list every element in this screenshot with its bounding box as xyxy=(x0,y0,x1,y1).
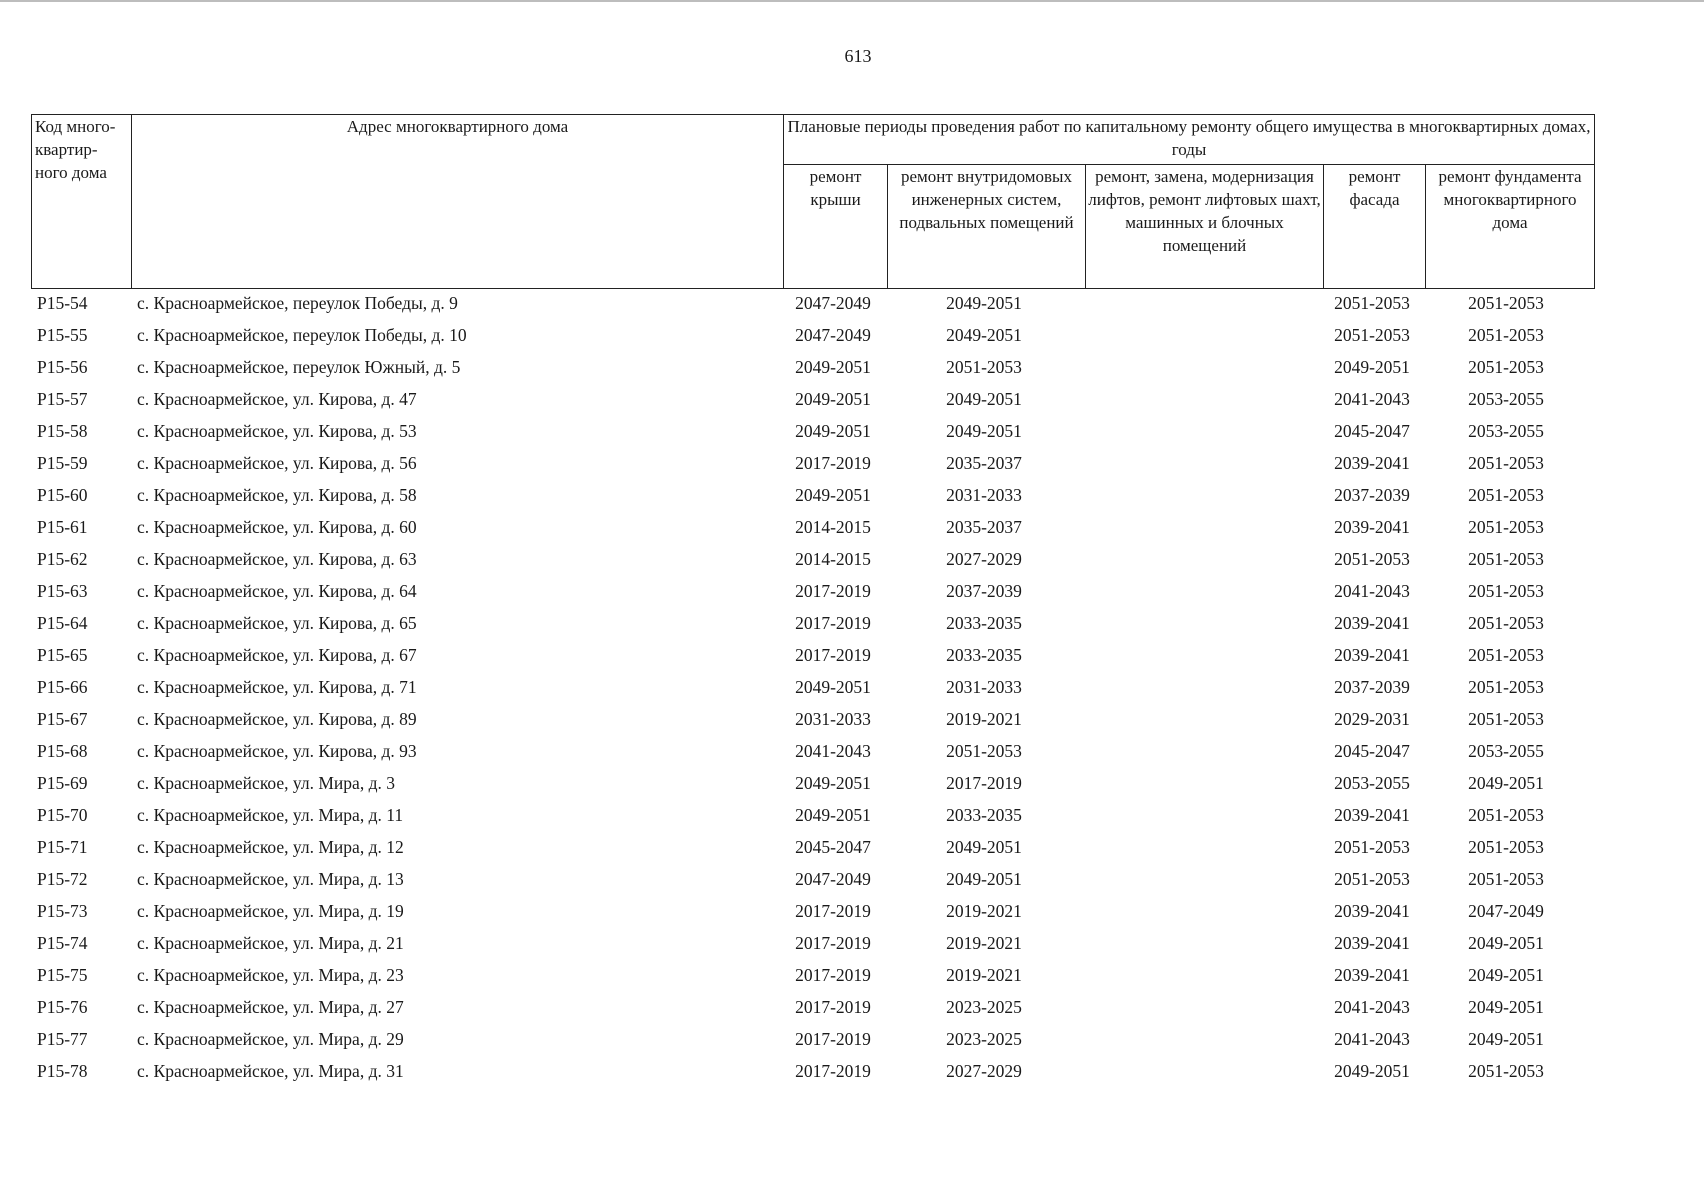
house-code: P15-74 xyxy=(37,933,88,953)
house-address: с. Красноармейское, ул. Мира, д. 23 xyxy=(137,965,404,985)
facade-repair-period: 2037-2039 xyxy=(1334,485,1410,505)
table-row xyxy=(31,514,1594,546)
house-code: P15-68 xyxy=(37,741,88,761)
roof-repair-period: 2017-2019 xyxy=(795,1061,871,1081)
table-row xyxy=(31,322,1594,354)
header-foundation: ремонт фундамента многоквартирного дома xyxy=(1426,165,1595,289)
engineering-repair-period: 2031-2033 xyxy=(946,485,1022,505)
facade-repair-period: 2041-2043 xyxy=(1334,997,1410,1017)
house-code: P15-75 xyxy=(37,965,88,985)
table-row xyxy=(31,290,1594,322)
roof-repair-period: 2047-2049 xyxy=(795,869,871,889)
header-elevators: ремонт, замена, модернизация лифтов, ремонт лифтовых шахт, машинных и блочных помещений xyxy=(1086,165,1324,289)
table-row xyxy=(31,578,1594,610)
table-row xyxy=(31,834,1594,866)
roof-repair-period: 2014-2015 xyxy=(795,549,871,569)
facade-repair-period: 2051-2053 xyxy=(1334,293,1410,313)
engineering-repair-period: 2031-2033 xyxy=(946,677,1022,697)
table-row xyxy=(31,546,1594,578)
house-address: с. Красноармейское, ул. Мира, д. 3 xyxy=(137,773,395,793)
house-address: с. Красноармейское, переулок Южный, д. 5 xyxy=(137,357,461,377)
house-code: P15-55 xyxy=(37,325,88,345)
house-code: P15-73 xyxy=(37,901,88,921)
house-address: с. Красноармейское, ул. Кирова, д. 65 xyxy=(137,613,417,633)
roof-repair-period: 2031-2033 xyxy=(795,709,871,729)
house-address: с. Красноармейское, ул. Мира, д. 11 xyxy=(137,805,404,825)
house-address: с. Красноармейское, ул. Мира, д. 27 xyxy=(137,997,404,1017)
header-planned-periods: Плановые периоды проведения работ по капитальному ремонту общего имущества в многоквартирных домах, годы xyxy=(784,115,1595,165)
facade-repair-period: 2039-2041 xyxy=(1334,965,1410,985)
engineering-repair-period: 2037-2039 xyxy=(946,581,1022,601)
facade-repair-period: 2039-2041 xyxy=(1334,805,1410,825)
foundation-repair-period: 2051-2053 xyxy=(1468,549,1544,569)
roof-repair-period: 2017-2019 xyxy=(795,1029,871,1049)
engineering-repair-period: 2017-2019 xyxy=(946,773,1022,793)
house-address: с. Красноармейское, ул. Кирова, д. 58 xyxy=(137,485,417,505)
facade-repair-period: 2053-2055 xyxy=(1334,773,1410,793)
engineering-repair-period: 2019-2021 xyxy=(946,965,1022,985)
house-code: P15-66 xyxy=(37,677,88,697)
roof-repair-period: 2049-2051 xyxy=(795,677,871,697)
house-address: с. Красноармейское, ул. Мира, д. 19 xyxy=(137,901,404,921)
foundation-repair-period: 2051-2053 xyxy=(1468,613,1544,633)
roof-repair-period: 2041-2043 xyxy=(795,741,871,761)
table-row xyxy=(31,674,1594,706)
house-address: с. Красноармейское, ул. Кирова, д. 63 xyxy=(137,549,417,569)
table-body xyxy=(31,290,1594,1090)
foundation-repair-period: 2051-2053 xyxy=(1468,1061,1544,1081)
roof-repair-period: 2045-2047 xyxy=(795,837,871,857)
house-code: P15-64 xyxy=(37,613,88,633)
facade-repair-period: 2039-2041 xyxy=(1334,613,1410,633)
house-address: с. Красноармейское, ул. Мира, д. 21 xyxy=(137,933,404,953)
engineering-repair-period: 2019-2021 xyxy=(946,933,1022,953)
facade-repair-period: 2039-2041 xyxy=(1334,645,1410,665)
house-address: с. Красноармейское, переулок Победы, д. 9 xyxy=(137,293,458,313)
foundation-repair-period: 2053-2055 xyxy=(1468,421,1544,441)
foundation-repair-period: 2051-2053 xyxy=(1468,709,1544,729)
table-row xyxy=(31,642,1594,674)
engineering-repair-period: 2027-2029 xyxy=(946,1061,1022,1081)
header-roof: ремонт крыши xyxy=(784,165,888,289)
house-address: с. Красноармейское, ул. Мира, д. 29 xyxy=(137,1029,404,1049)
facade-repair-period: 2041-2043 xyxy=(1334,389,1410,409)
table-header xyxy=(31,114,1595,289)
facade-repair-period: 2029-2031 xyxy=(1334,709,1410,729)
foundation-repair-period: 2051-2053 xyxy=(1468,869,1544,889)
facade-repair-period: 2051-2053 xyxy=(1334,549,1410,569)
foundation-repair-period: 2051-2053 xyxy=(1468,837,1544,857)
engineering-repair-period: 2049-2051 xyxy=(946,869,1022,889)
roof-repair-period: 2047-2049 xyxy=(795,293,871,313)
house-code: P15-63 xyxy=(37,581,88,601)
table-row xyxy=(31,930,1594,962)
roof-repair-period: 2017-2019 xyxy=(795,645,871,665)
top-border-line xyxy=(0,0,1704,2)
house-code: P15-70 xyxy=(37,805,88,825)
house-code: P15-67 xyxy=(37,709,88,729)
facade-repair-period: 2039-2041 xyxy=(1334,933,1410,953)
table-row xyxy=(31,994,1594,1026)
engineering-repair-period: 2023-2025 xyxy=(946,997,1022,1017)
roof-repair-period: 2017-2019 xyxy=(795,997,871,1017)
roof-repair-period: 2014-2015 xyxy=(795,517,871,537)
engineering-repair-period: 2049-2051 xyxy=(946,293,1022,313)
roof-repair-period: 2017-2019 xyxy=(795,965,871,985)
house-address: с. Красноармейское, ул. Кирова, д. 89 xyxy=(137,709,417,729)
foundation-repair-period: 2051-2053 xyxy=(1468,581,1544,601)
table-row xyxy=(31,706,1594,738)
facade-repair-period: 2041-2043 xyxy=(1334,1029,1410,1049)
engineering-repair-period: 2023-2025 xyxy=(946,1029,1022,1049)
header-code: Код много- квартир- ного дома xyxy=(32,115,132,289)
foundation-repair-period: 2049-2051 xyxy=(1468,933,1544,953)
house-address: с. Красноармейское, ул. Кирова, д. 60 xyxy=(137,517,417,537)
foundation-repair-period: 2051-2053 xyxy=(1468,805,1544,825)
foundation-repair-period: 2051-2053 xyxy=(1468,453,1544,473)
house-code: P15-71 xyxy=(37,837,88,857)
facade-repair-period: 2051-2053 xyxy=(1334,869,1410,889)
roof-repair-period: 2049-2051 xyxy=(795,357,871,377)
facade-repair-period: 2041-2043 xyxy=(1334,581,1410,601)
house-code: P15-65 xyxy=(37,645,88,665)
house-address: с. Красноармейское, ул. Мира, д. 13 xyxy=(137,869,404,889)
table-row xyxy=(31,738,1594,770)
roof-repair-period: 2049-2051 xyxy=(795,805,871,825)
roof-repair-period: 2017-2019 xyxy=(795,613,871,633)
engineering-repair-period: 2033-2035 xyxy=(946,805,1022,825)
house-code: P15-78 xyxy=(37,1061,88,1081)
table-row xyxy=(31,770,1594,802)
facade-repair-period: 2045-2047 xyxy=(1334,741,1410,761)
roof-repair-period: 2017-2019 xyxy=(795,901,871,921)
house-code: P15-56 xyxy=(37,357,88,377)
house-address: с. Красноармейское, ул. Кирова, д. 47 xyxy=(137,389,417,409)
engineering-repair-period: 2033-2035 xyxy=(946,613,1022,633)
roof-repair-period: 2049-2051 xyxy=(795,773,871,793)
engineering-repair-period: 2049-2051 xyxy=(946,837,1022,857)
house-address: с. Красноармейское, ул. Кирова, д. 53 xyxy=(137,421,417,441)
table-row xyxy=(31,450,1594,482)
engineering-repair-period: 2049-2051 xyxy=(946,389,1022,409)
page-number: 613 xyxy=(844,46,872,66)
table-row xyxy=(31,610,1594,642)
facade-repair-period: 2039-2041 xyxy=(1334,453,1410,473)
engineering-repair-period: 2019-2021 xyxy=(946,901,1022,921)
foundation-repair-period: 2049-2051 xyxy=(1468,773,1544,793)
foundation-repair-period: 2051-2053 xyxy=(1468,357,1544,377)
foundation-repair-period: 2051-2053 xyxy=(1468,517,1544,537)
table-row xyxy=(31,1058,1594,1090)
house-address: с. Красноармейское, ул. Кирова, д. 71 xyxy=(137,677,417,697)
house-code: P15-76 xyxy=(37,997,88,1017)
header-address: Адрес многоквартирного дома xyxy=(132,115,784,289)
foundation-repair-period: 2051-2053 xyxy=(1468,645,1544,665)
header-facade: ремонт фасада xyxy=(1324,165,1426,289)
house-address: с. Красноармейское, ул. Кирова, д. 67 xyxy=(137,645,417,665)
house-code: P15-54 xyxy=(37,293,88,313)
facade-repair-period: 2051-2053 xyxy=(1334,837,1410,857)
foundation-repair-period: 2049-2051 xyxy=(1468,997,1544,1017)
header-engineering: ремонт внутридомовых инженерных систем, подвальных помещений xyxy=(888,165,1086,289)
roof-repair-period: 2017-2019 xyxy=(795,581,871,601)
house-address: с. Красноармейское, ул. Мира, д. 31 xyxy=(137,1061,404,1081)
engineering-repair-period: 2033-2035 xyxy=(946,645,1022,665)
facade-repair-period: 2039-2041 xyxy=(1334,901,1410,921)
house-code: P15-77 xyxy=(37,1029,88,1049)
foundation-repair-period: 2051-2053 xyxy=(1468,293,1544,313)
roof-repair-period: 2017-2019 xyxy=(795,453,871,473)
house-address: с. Красноармейское, ул. Кирова, д. 56 xyxy=(137,453,417,473)
house-code: P15-58 xyxy=(37,421,88,441)
engineering-repair-period: 2035-2037 xyxy=(946,517,1022,537)
roof-repair-period: 2049-2051 xyxy=(795,485,871,505)
engineering-repair-period: 2027-2029 xyxy=(946,549,1022,569)
foundation-repair-period: 2051-2053 xyxy=(1468,325,1544,345)
house-code: P15-60 xyxy=(37,485,88,505)
table-row xyxy=(31,866,1594,898)
foundation-repair-period: 2053-2055 xyxy=(1468,389,1544,409)
roof-repair-period: 2047-2049 xyxy=(795,325,871,345)
table-row xyxy=(31,354,1594,386)
foundation-repair-period: 2053-2055 xyxy=(1468,741,1544,761)
table-row xyxy=(31,386,1594,418)
house-code: P15-61 xyxy=(37,517,88,537)
facade-repair-period: 2039-2041 xyxy=(1334,517,1410,537)
engineering-repair-period: 2051-2053 xyxy=(946,741,1022,761)
table-row xyxy=(31,898,1594,930)
house-address: с. Красноармейское, ул. Кирова, д. 64 xyxy=(137,581,417,601)
facade-repair-period: 2037-2039 xyxy=(1334,677,1410,697)
engineering-repair-period: 2035-2037 xyxy=(946,453,1022,473)
house-address: с. Красноармейское, ул. Кирова, д. 93 xyxy=(137,741,417,761)
engineering-repair-period: 2019-2021 xyxy=(946,709,1022,729)
table-row xyxy=(31,1026,1594,1058)
house-address: с. Красноармейское, ул. Мира, д. 12 xyxy=(137,837,404,857)
facade-repair-period: 2051-2053 xyxy=(1334,325,1410,345)
facade-repair-period: 2045-2047 xyxy=(1334,421,1410,441)
engineering-repair-period: 2049-2051 xyxy=(946,325,1022,345)
house-code: P15-59 xyxy=(37,453,88,473)
facade-repair-period: 2049-2051 xyxy=(1334,1061,1410,1081)
facade-repair-period: 2049-2051 xyxy=(1334,357,1410,377)
foundation-repair-period: 2051-2053 xyxy=(1468,485,1544,505)
foundation-repair-period: 2047-2049 xyxy=(1468,901,1544,921)
foundation-repair-period: 2049-2051 xyxy=(1468,1029,1544,1049)
table-row xyxy=(31,962,1594,994)
roof-repair-period: 2049-2051 xyxy=(795,421,871,441)
roof-repair-period: 2049-2051 xyxy=(795,389,871,409)
house-code: P15-57 xyxy=(37,389,88,409)
foundation-repair-period: 2051-2053 xyxy=(1468,677,1544,697)
table-row xyxy=(31,418,1594,450)
foundation-repair-period: 2049-2051 xyxy=(1468,965,1544,985)
house-code: P15-69 xyxy=(37,773,88,793)
house-code: P15-62 xyxy=(37,549,88,569)
house-code: P15-72 xyxy=(37,869,88,889)
table-row xyxy=(31,482,1594,514)
house-address: с. Красноармейское, переулок Победы, д. 10 xyxy=(137,325,467,345)
table-row xyxy=(31,802,1594,834)
roof-repair-period: 2017-2019 xyxy=(795,933,871,953)
engineering-repair-period: 2049-2051 xyxy=(946,421,1022,441)
engineering-repair-period: 2051-2053 xyxy=(946,357,1022,377)
